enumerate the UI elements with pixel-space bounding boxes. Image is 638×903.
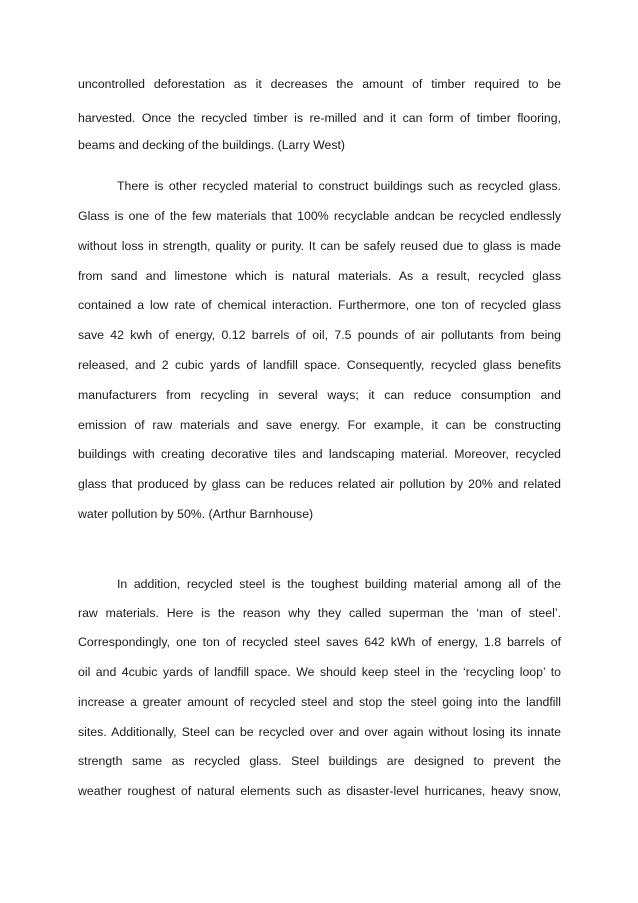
text-line: weather roughest of natural elements such as disaster-level hurricanes, heavy snow, bbox=[78, 784, 561, 798]
text-line: Correspondingly, one ton of recycled steel saves 642 kWh of energy, 1.8 barrels of bbox=[78, 635, 561, 649]
text-line: water pollution by 50%. (Arthur Barnhouse) bbox=[78, 507, 314, 521]
text-line: oil and 4cubic yards of landfill space. We should keep steel in the ‘recycling loop’ to bbox=[78, 665, 561, 679]
text-line: In addition, recycled steel is the toughest building material among all of the bbox=[117, 577, 561, 591]
text-line: beams and decking of the buildings. (Larry West) bbox=[78, 138, 346, 152]
text-line: contained a low rate of chemical interaction. Furthermore, one ton of recycled glass bbox=[78, 298, 561, 312]
text-line: emission of raw materials and save energy. For example, it can be constructing bbox=[78, 418, 561, 432]
text-line: Glass is one of the few materials that 100% recyclable andcan be recycled endlessly bbox=[78, 209, 561, 223]
text-line: released, and 2 cubic yards of landfill space. Consequently, recycled glass benefits bbox=[78, 358, 561, 372]
text-line: There is other recycled material to construct buildings such as recycled glass. bbox=[117, 179, 561, 193]
text-line: raw materials. Here is the reason why they called superman the ‘man of steel’. bbox=[78, 606, 561, 620]
text-line: manufacturers from recycling in several ways; it can reduce consumption and bbox=[78, 388, 561, 402]
text-line: strength same as recycled glass. Steel buildings are designed to prevent the bbox=[78, 754, 561, 768]
text-line: uncontrolled deforestation as it decreases the amount of timber required to be bbox=[78, 77, 561, 91]
text-line: increase a greater amount of recycled steel and stop the steel going into the landfill bbox=[78, 695, 561, 709]
text-line: without loss in strength, quality or purity. It can be safely reused due to glass is made bbox=[78, 239, 561, 253]
text-line: save 42 kwh of energy, 0.12 barrels of oil, 7.5 pounds of air pollutants from being bbox=[78, 328, 561, 342]
text-line: glass that produced by glass can be reduces related air pollution by 20% and related bbox=[78, 477, 561, 491]
text-line: sites. Additionally, Steel can be recycled over and over again without losing its innate bbox=[78, 725, 561, 739]
text-line: buildings with creating decorative tiles and landscaping material. Moreover, recycled bbox=[78, 447, 561, 461]
text-line: from sand and limestone which is natural materials. As a result, recycled glass bbox=[78, 269, 561, 283]
text-line: harvested. Once the recycled timber is re-milled and it can form of timber flooring, bbox=[78, 111, 561, 125]
